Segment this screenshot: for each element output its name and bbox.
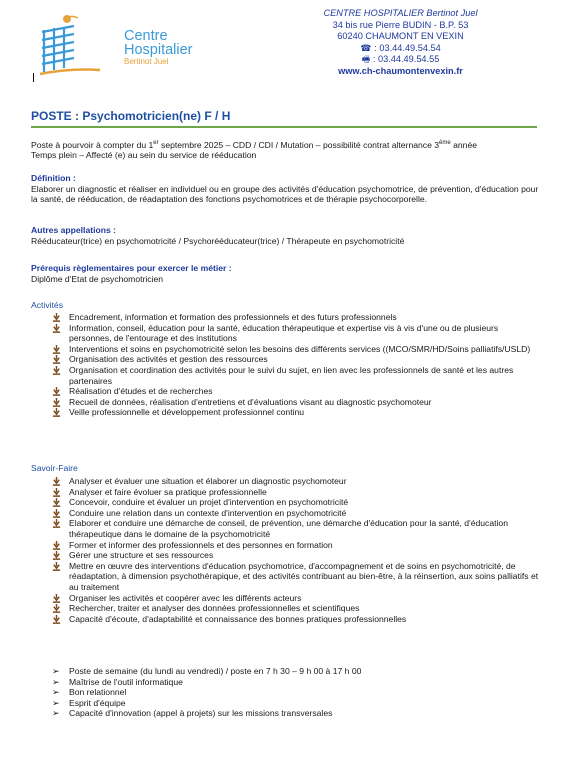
- list-item: Capacité d'écoute, d'adaptabilité et connaissance des bonnes pratiques professionnelles: [52, 614, 542, 625]
- activites-list: [52, 312, 542, 418]
- list-item: Information, conseil, éducation pour la santé, éducation thérapeutique et expertise vis à vis d'une ou de plusieurs personnes, de l'entourage et des institutions: [52, 323, 542, 344]
- list-item: Rechercher, traiter et analyser des données professionnelles et scientifiques: [52, 603, 542, 614]
- arrow-bullet-icon: ➢: [52, 697, 60, 708]
- logo-wordmark: [124, 29, 193, 66]
- bullet-arrow-icon: [52, 355, 61, 364]
- savoir-faire-list: [52, 476, 542, 624]
- text-cursor: [33, 73, 34, 82]
- list-item: Recueil de données, réalisation d'entretiens et d'évaluations visant au diagnostic psychomoteur: [52, 397, 542, 408]
- list-item: Organisation et coordination des activités pour le suivi du sujet, en lien avec les professionnels de santé et les autres partenaires: [52, 365, 542, 386]
- list-item: Concevoir, conduire et évaluer un projet d'intervention en psychomotricité: [52, 497, 542, 508]
- definition-text: Elaborer un diagnostic et réaliser en individuel ou en groupe des activités d'éducation psychomotrice, de prévention, d'éducation pour la santé, de rééducation, de réadaptation des fonctions psychomotrices et de thérapie psychocorporelle.: [31, 183, 539, 205]
- bullet-arrow-icon: [52, 509, 61, 518]
- intro-block: [31, 138, 541, 161]
- bullet-arrow-icon: [52, 551, 61, 560]
- definition-section: [31, 173, 541, 205]
- bullet-arrow-icon: [52, 408, 61, 417]
- logo-line-bertinot: Bertinot Juel: [124, 57, 169, 66]
- bullet-arrow-icon: [52, 488, 61, 497]
- list-item: ➢ Capacité d'innovation (appel à projets) sur les missions transversales: [52, 708, 333, 719]
- bullet-arrow-icon: [52, 519, 61, 528]
- intro-line-1: Poste à pourvoir à compter du 1er septembre 2025 – CDD / CDI / Mutation – possibilité contrat alternance 3ème année: [31, 139, 478, 150]
- list-item: Veille professionnelle et développement professionnel continu: [52, 407, 542, 418]
- street-address: 34 bis rue Pierre BUDIN - B.P. 53: [332, 19, 469, 30]
- bullet-arrow-icon: [52, 615, 61, 624]
- appellations-heading: Autres appellations :: [31, 225, 116, 235]
- list-item: ➢ Maîtrise de l'outil informatique: [52, 676, 183, 687]
- appellations-text: Rééducateur(trice) en psychomotricité / Psychorééducateur(trice) / Thérapeute en psychomotricité: [31, 235, 405, 246]
- arrow-bullet-icon: ➢: [52, 666, 60, 676]
- list-item: Elaborer et conduire une démarche de conseil, de prévention, une démarche d'éducation pour la santé, d'éducation thérapeutique dans le domaine de la psychomotricité: [52, 518, 542, 539]
- list-item: Conduire une relation dans un contexte d'intervention en psychomotricité: [52, 508, 542, 519]
- bullet-arrow-icon: [52, 541, 61, 550]
- list-item: Mettre en œuvre des interventions d'éducation psychomotrice, d'accompagnement et de soins en psychomotricité, de réadaptation, à dimension psychothérapique, et des activités contribuant au bien-être, à la réinsertion, aux soins palliatifs et au traitement: [52, 561, 542, 593]
- page-title: POSTE : Psychomotricien(ne) F / H: [31, 109, 231, 123]
- bullet-arrow-icon: [52, 604, 61, 613]
- definition-heading: Définition :: [31, 173, 76, 183]
- list-item: Analyser et faire évoluer sa pratique professionnelle: [52, 487, 542, 498]
- list-item: Encadrement, information et formation des professionnels et des futurs professionnels: [52, 312, 542, 323]
- hospital-name: CENTRE HOSPITALIER Bertinot Juel: [323, 8, 478, 18]
- fax-line: [283, 54, 518, 66]
- phone-number: : 03.44.49.54.54: [374, 42, 441, 53]
- list-item: Former et informer des professionnels et des personnes en formation: [52, 540, 542, 551]
- prerequis-text: Diplôme d'Etat de psychomotricien: [31, 273, 164, 284]
- bullet-arrow-icon: [52, 313, 61, 322]
- list-item: Interventions et soins en psychomotricité selon les besoins des différents services ((MCO/SMR/HD/Soins palliatifs/USLD): [52, 344, 542, 355]
- list-item: Réalisation d'études et de recherches: [52, 386, 542, 397]
- arrow-bullet-icon: ➢: [52, 687, 60, 698]
- bullet-arrow-icon: [52, 366, 61, 375]
- fax-icon: 🖷: [361, 54, 371, 65]
- list-item: Gérer une structure et ses ressources: [52, 550, 542, 561]
- address-block: [283, 8, 518, 78]
- list-item: ➢ Esprit d'équipe: [52, 697, 126, 708]
- arrow-bullet-icon: ➢: [52, 676, 60, 687]
- list-item: ➢ Poste de semaine (du lundi au vendredi) / poste en 7 h 30 – 9 h 00 à 17 h 00: [52, 666, 362, 676]
- appellations-section: [31, 225, 541, 246]
- bullet-arrow-icon: [52, 594, 61, 603]
- savoir-faire-heading: Savoir-Faire: [31, 463, 78, 473]
- fax-number: : 03.44.49.54.55: [372, 54, 440, 65]
- list-item: Organiser les activités et coopérer avec les différents acteurs: [52, 593, 542, 604]
- hospital-logo: [40, 12, 193, 82]
- arrow-bullet-icon: ➢: [52, 708, 60, 719]
- bullet-arrow-icon: [52, 477, 61, 486]
- bullet-arrow-icon: [52, 324, 61, 333]
- bullet-arrow-icon: [52, 398, 61, 407]
- conditions-list: [52, 666, 542, 719]
- city-address: 60240 CHAUMONT EN VEXIN: [337, 31, 464, 42]
- prerequis-section: [31, 263, 541, 284]
- prerequis-heading: Prérequis règlementaires pour exercer le métier :: [31, 263, 232, 273]
- website-link[interactable]: www.ch-chaumontenvexin.fr: [338, 65, 463, 76]
- logo-line-centre: Centre: [124, 28, 168, 44]
- list-item: Organisation des activités et gestion des ressources: [52, 354, 542, 365]
- bullet-arrow-icon: [52, 562, 61, 571]
- phone-icon: ☎: [360, 42, 372, 53]
- phone-line: [283, 43, 518, 55]
- activites-heading: Activités: [31, 300, 63, 310]
- list-item: ➢ Bon relationnel: [52, 687, 127, 698]
- title-divider: [31, 126, 537, 128]
- bullet-arrow-icon: [52, 387, 61, 396]
- list-item: Analyser et évaluer une situation et élaborer un diagnostic psychomoteur: [52, 476, 542, 487]
- intro-line-2: Temps plein – Affecté (e) au sein du service de rééducation: [31, 150, 257, 161]
- logo-line-hospitalier: Hospitalier: [124, 42, 193, 58]
- bullet-arrow-icon: [52, 498, 61, 507]
- bullet-arrow-icon: [52, 345, 61, 354]
